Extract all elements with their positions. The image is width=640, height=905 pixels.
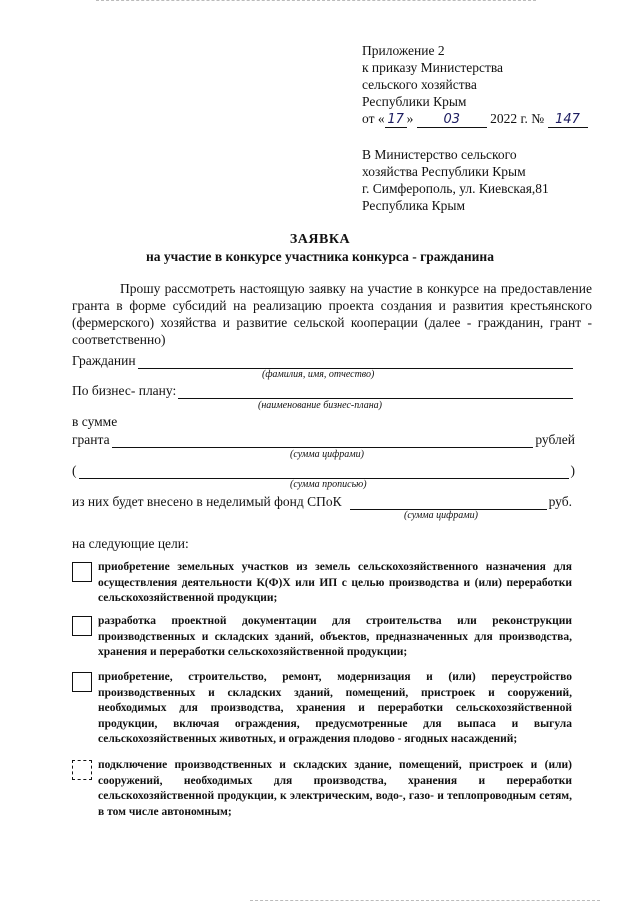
- grant-sum-row: [72, 431, 575, 448]
- order-day: 17: [385, 113, 407, 128]
- grant-label: гранта: [72, 432, 110, 447]
- citizen-row: [72, 352, 575, 369]
- sum-label-row: [72, 413, 575, 430]
- date-quote: »: [406, 111, 414, 126]
- fund-unit: руб.: [548, 494, 572, 509]
- goal-text-land: приобретение земельных участков из земель сельскохозяйственного назначения для осуществления деятельности К(Ф)Х или ИП с целью производства и (или) переработки сельскохозяйственной продукции;: [98, 561, 572, 604]
- addressee-line: Республика Крым: [362, 198, 466, 213]
- close-paren: ): [570, 463, 575, 478]
- goal-text-construction: приобретение, строительство, ремонт, модернизация и (или) переустройство производственных и складских зданий, помещений, пристроек и сооружений, необходимых для производства, хранения и переработки сельскохозяйственной продукции, включая ограждения, предусмотренные для выпаса и выгула сельскохозяйственных животных, и ограждения плодово - ягодных насаждений;: [98, 671, 572, 745]
- sum-words-row: [72, 462, 575, 479]
- grant-sum-unit: рублей: [535, 432, 575, 447]
- scan-edge-top: [96, 0, 536, 4]
- goal-option-construction: [72, 670, 572, 750]
- appendix-line: сельского хозяйства: [362, 77, 477, 92]
- sum-label: в сумме: [72, 414, 118, 429]
- goal-option-design: [72, 614, 572, 666]
- citizen-label: Гражданин: [72, 353, 136, 368]
- goal-checkbox-land[interactable]: [72, 562, 92, 582]
- business-plan-caption: (наименование бизнес-плана): [258, 400, 382, 411]
- business-plan-label: По бизнес- плану:: [72, 383, 177, 398]
- addressee-line: г. Симферополь, ул. Киевская,81: [362, 181, 549, 196]
- goal-checkbox-utilities[interactable]: [72, 760, 92, 780]
- appendix-line: Приложение 2: [362, 43, 445, 58]
- citizen-field[interactable]: [138, 354, 573, 369]
- goal-option-utilities: [72, 758, 572, 824]
- fund-row: [72, 493, 572, 510]
- sum-words-caption: (сумма прописью): [290, 479, 367, 490]
- grant-sum-caption: (сумма цифрами): [290, 449, 364, 460]
- request-paragraph: [72, 280, 592, 348]
- addressee-line: В Министерство сельского: [362, 147, 517, 162]
- document-subtitle: на участие в конкурсе участника конкурса - гражданина: [146, 249, 494, 264]
- scan-edge-bottom: [250, 900, 600, 903]
- appendix-line: Республики Крым: [362, 94, 467, 109]
- goal-option-land: [72, 560, 572, 612]
- open-paren: (: [72, 463, 77, 478]
- appendix-line: к приказу Министерства: [362, 60, 504, 75]
- fund-label: из них будет внесено в неделимый фонд СПоК: [72, 494, 342, 509]
- goal-checkbox-design[interactable]: [72, 616, 92, 636]
- business-plan-row: [72, 382, 575, 399]
- request-text: Прошу рассмотреть настоящую заявку на участие в конкурсе на предоставление гранта в форме субсидий на реализацию проекта создания и развития крестьянского (фермерского) хозяйства и развитие сельской кооперации (далее - гражданин, грант - соответственно): [72, 281, 592, 347]
- document-title: ЗАЯВКА: [289, 232, 351, 247]
- fund-caption: (сумма цифрами): [404, 510, 478, 521]
- goals-label: на следующие цели:: [72, 536, 189, 551]
- sum-words-field[interactable]: [79, 464, 569, 479]
- date-prefix: от «: [362, 111, 385, 126]
- business-plan-field[interactable]: [178, 384, 573, 399]
- goal-text-utilities: подключение производственных и складских здание, помещений, пристроек и (или) сооружений, необходимых для производства, хранения и переработки сельскохозяйственной продукции, к электрическим, водо-, газо- и теплопроводным сетям, в том числе автономным;: [98, 759, 572, 818]
- goal-checkbox-construction[interactable]: [72, 672, 92, 692]
- goal-text-design: разработка проектной документации для строительства или реконструкции производственных и складских зданий, объектов, предназначенных для производства, хранения и переработки сельскохозяйственной продукции;: [98, 615, 572, 658]
- order-date-line: [362, 110, 588, 128]
- addressee-block: [362, 146, 549, 214]
- order-number: 147: [548, 113, 588, 128]
- grant-sum-field[interactable]: [112, 433, 534, 448]
- order-year: 2022 г. №: [490, 111, 545, 126]
- appendix-header: [362, 42, 588, 128]
- fund-field[interactable]: [350, 495, 547, 510]
- addressee-line: хозяйства Республики Крым: [362, 164, 526, 179]
- order-month: 03: [417, 113, 487, 128]
- citizen-caption: (фамилия, имя, отчество): [262, 369, 375, 380]
